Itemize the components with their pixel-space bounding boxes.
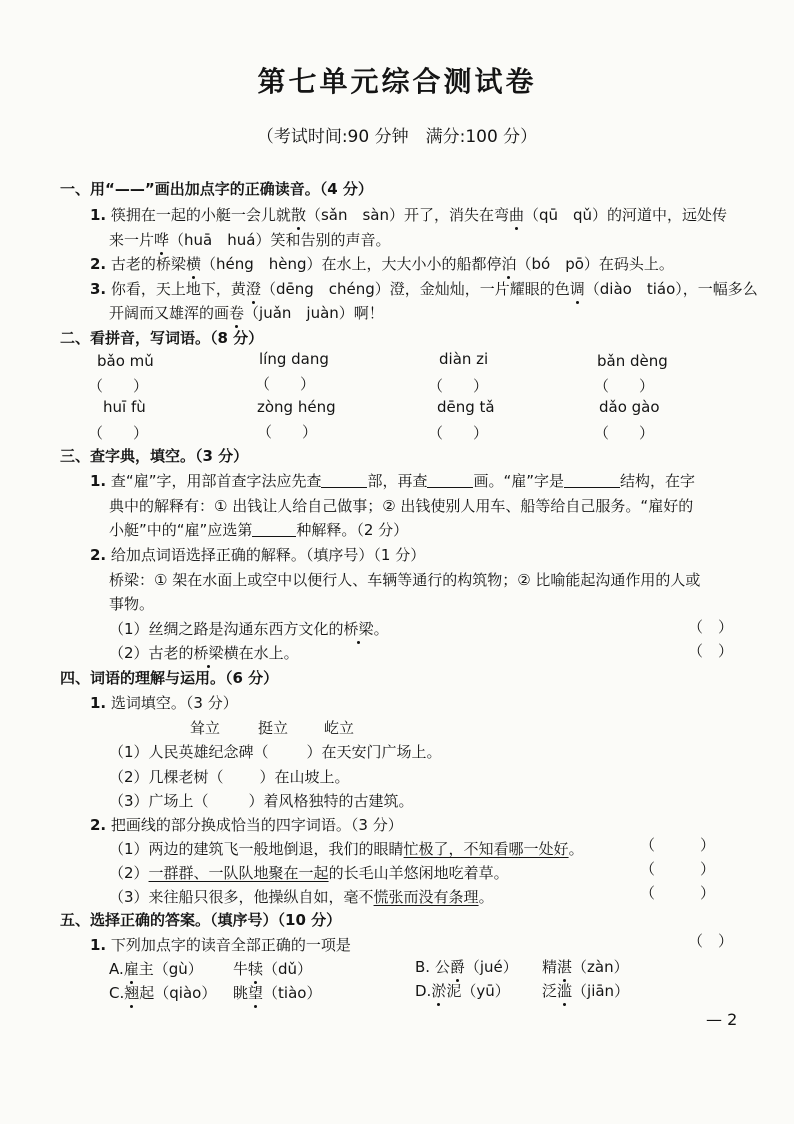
answer-paren[interactable]: （ ） <box>640 860 716 878</box>
text: （1）丝绸之路是沟通东西方文化的 <box>109 620 344 638</box>
text: 来一片 <box>109 231 155 249</box>
text: ）在山坡上。 <box>259 768 350 786</box>
answer-blank[interactable]: （ ） <box>88 424 149 442</box>
s3-q2 <box>90 544 425 565</box>
text: ）着风格独特的古建筑。 <box>248 792 414 810</box>
text: （2）几棵老树（ <box>109 768 224 786</box>
section-1-header: 一、用“——”画出加点字的正确读音。（4 分） <box>60 180 373 198</box>
text: （héng hèng）在水上，大大小小的船都停 <box>200 255 502 273</box>
text: （tiào） <box>263 984 322 1002</box>
text: 结构，在字 <box>620 472 696 490</box>
answer-blank[interactable]: （ ） <box>255 375 316 393</box>
pinyin-item: dǎo gào <box>599 398 660 416</box>
word-option: 耸立 <box>190 719 221 737</box>
text: （3）来往船只很多，他操纵自如，毫不 <box>109 888 374 906</box>
text: 。 <box>568 840 584 858</box>
dotted-char: 泊 <box>501 255 517 273</box>
fill-blank[interactable] <box>427 472 473 488</box>
option-b <box>415 956 518 977</box>
underlined-phrase: 忙极了，不知看哪一处好 <box>403 840 569 858</box>
pinyin-item: líng dang <box>259 350 329 368</box>
word-option: 挺立 <box>258 719 289 737</box>
text: 精 <box>542 958 558 976</box>
text: 下列加点字的读音全部正确的一项是 <box>110 936 351 954</box>
text: 。 <box>478 888 494 906</box>
s1-q3-line2 <box>109 302 384 323</box>
answer-blank[interactable]: （ ） <box>88 377 149 395</box>
option-letter: B. 公 <box>415 958 450 976</box>
pinyin-item: dēng tǎ <box>437 398 495 416</box>
s5-q1 <box>90 934 351 955</box>
s1-q3-line1 <box>90 278 758 299</box>
fill-blank[interactable] <box>252 521 296 537</box>
answer-blank[interactable]: （ ） <box>257 423 318 441</box>
answer-paren[interactable]: （ ） <box>688 618 734 636</box>
option-a-2 <box>233 958 312 979</box>
text: （dēng chéng）澄，金灿灿，一片耀眼的色 <box>260 280 570 298</box>
text: （diào tiáo），一幅多么 <box>584 280 758 298</box>
text: （jiān） <box>572 982 630 1000</box>
text: 牛 <box>233 960 249 978</box>
q-number: 3. <box>90 280 107 298</box>
text: 古老的桥梁 <box>110 255 186 273</box>
page-subtitle: （考试时间:90 分钟 满分:100 分） <box>256 127 538 147</box>
dotted-char: 曲 <box>508 206 524 224</box>
q-number: 2. <box>90 255 107 273</box>
s3-q2-item2 <box>109 642 299 663</box>
s4-q2-item3 <box>109 886 494 907</box>
option-b-2 <box>542 956 629 977</box>
pinyin-item: huī fù <box>103 398 146 416</box>
text: 部，再查 <box>367 472 428 490</box>
page-number: — 2 <box>706 1010 738 1029</box>
dotted-char: 澄 <box>245 280 261 298</box>
fill-blank[interactable] <box>321 472 367 488</box>
s4-q2-item1 <box>109 838 584 859</box>
s1-q1-line2 <box>109 229 390 250</box>
q-number: 2. <box>90 546 107 564</box>
answer-blank[interactable]: （ ） <box>428 377 489 395</box>
s4-q2 <box>90 814 403 835</box>
dotted-char: 滥 <box>557 982 573 1000</box>
q-number: 1. <box>90 694 107 712</box>
text: （zàn） <box>572 958 629 976</box>
text: 小艇”中的“雇”应选第 <box>109 521 253 539</box>
s3-q2-def1: 桥梁：① 架在水面上或空中以便行人、车辆等通行的构筑物；② 比喻能起沟通作用的人或 <box>109 571 701 589</box>
text: （bó pō）在码头上。 <box>516 255 674 273</box>
page-title: 第七单元综合测试卷 <box>257 65 537 98</box>
text: 筷拥在一起的小艇一会儿就 <box>110 206 291 224</box>
dotted-char: 犊 <box>248 960 264 978</box>
dotted-char: 横 <box>185 255 201 273</box>
answer-paren[interactable]: （ ） <box>688 642 734 660</box>
text: 。 <box>373 620 389 638</box>
option-d <box>415 980 510 1001</box>
option-c <box>109 982 216 1003</box>
text: 横在水上。 <box>223 644 299 662</box>
answer-paren[interactable]: （ ） <box>640 836 716 854</box>
section-3-header: 三、查字典，填空。（3 分） <box>60 447 249 465</box>
text: （1）两边的建筑飞一般地倒退，我们的眼睛 <box>109 840 404 858</box>
text: （3）广场上（ <box>109 792 209 810</box>
dotted-char: 望 <box>248 984 264 1002</box>
answer-blank[interactable]: （ ） <box>428 424 489 442</box>
q-number: 1. <box>90 472 107 490</box>
s3-q2-item1 <box>109 618 389 639</box>
section-4-header: 四、词语的理解与运用。（6 分） <box>60 669 279 687</box>
s4-q1-item2 <box>109 766 350 787</box>
text: 泛 <box>542 982 558 1000</box>
s3-q2-def2: 事物。 <box>109 595 155 613</box>
text: 主（gù） <box>138 960 203 978</box>
dotted-char: 哗 <box>154 231 170 249</box>
option-letter: C. <box>109 984 125 1002</box>
fill-blank[interactable] <box>564 472 620 488</box>
option-letter: D. <box>415 982 432 1000</box>
text: 眺 <box>233 984 249 1002</box>
s3-q1-line2: 典中的解释有：① 出钱让人给自己做事；② 出钱使别人用车、船等给自己服务。“雇好的 <box>109 497 694 515</box>
option-c-2 <box>233 982 321 1003</box>
text: （qū qǔ）的河道中，远处传 <box>524 206 728 224</box>
q-number: 1. <box>90 206 107 224</box>
text: （dǔ） <box>263 960 313 978</box>
dotted-char: 散 <box>290 206 306 224</box>
text: 画。“雇”字是 <box>473 472 565 490</box>
pinyin-item: zòng héng <box>257 398 336 416</box>
s4-q1 <box>90 692 238 713</box>
answer-blank[interactable]: （ ） <box>594 377 655 395</box>
pinyin-item: diàn zi <box>439 350 489 368</box>
dotted-char: 爵 <box>449 958 465 976</box>
text: （juǎn juàn）啊！ <box>244 304 384 322</box>
text: （huā huá）笑和告别的声音。 <box>169 231 391 249</box>
pinyin-item: bǎo mǔ <box>97 352 154 370</box>
underlined-phrase: 一群群、一队队地聚在一起 <box>148 864 329 882</box>
s3-q1-line3 <box>109 519 408 540</box>
s3-q1-line1 <box>90 470 695 491</box>
text: （2） <box>109 864 149 882</box>
dotted-char: 湛 <box>557 958 573 976</box>
s1-q1-line1 <box>90 204 727 225</box>
text: 给加点词语选择正确的解释。（填序号）（1 分） <box>110 546 426 564</box>
text: 选词填空。（3 分） <box>110 694 238 712</box>
text: （1）人民英雄纪念碑（ <box>109 743 269 761</box>
dotted-char: 雇 <box>123 960 139 978</box>
underlined-phrase: 慌张而没有条理 <box>373 888 479 906</box>
text: 你看，天上地下，黄 <box>110 280 246 298</box>
text: 种解释。（2 分） <box>296 521 409 539</box>
text: 开阔而又雄浑的画 <box>109 304 230 322</box>
text: （sǎn sàn）开了，消失在弯 <box>305 206 509 224</box>
dotted-char: 调 <box>569 280 585 298</box>
option-letter: A. <box>109 960 124 978</box>
dotted-word: 桥梁 <box>343 620 374 638</box>
answer-paren[interactable]: （ ） <box>688 932 734 950</box>
text: ）在天安门广场上。 <box>306 743 442 761</box>
text: 查“雇”字，用部首查字法应先查 <box>110 472 322 490</box>
option-d-2 <box>542 980 629 1001</box>
text: 泥（yū） <box>446 982 510 1000</box>
text: （2）古老的 <box>109 644 194 662</box>
text: 把画线的部分换成恰当的四字词语。（3 分） <box>110 816 403 834</box>
q-number: 1. <box>90 936 107 954</box>
s4-q2-item2 <box>109 862 509 883</box>
pinyin-item: bǎn dèng <box>597 352 668 370</box>
s4-q1-item1 <box>109 741 442 762</box>
dotted-word: 桥梁 <box>193 644 224 662</box>
answer-paren[interactable]: （ ） <box>640 884 716 902</box>
text: （jué） <box>464 958 518 976</box>
q-number: 2. <box>90 816 107 834</box>
s1-q2 <box>90 253 674 274</box>
text: 的长毛山羊悠闲地吃着草。 <box>328 864 509 882</box>
dotted-char: 卷 <box>229 304 245 322</box>
section-5-header: 五、选择正确的答案。（填序号）（10 分） <box>60 911 342 929</box>
s4-q1-item3 <box>109 790 414 811</box>
dotted-char: 淤 <box>431 982 447 1000</box>
option-a <box>109 958 203 979</box>
word-option: 屹立 <box>324 719 355 737</box>
section-2-header: 二、看拼音，写词语。（8 分） <box>60 329 264 347</box>
answer-blank[interactable]: （ ） <box>594 424 655 442</box>
dotted-char: 翘 <box>124 984 140 1002</box>
text: 起（qiào） <box>139 984 217 1002</box>
